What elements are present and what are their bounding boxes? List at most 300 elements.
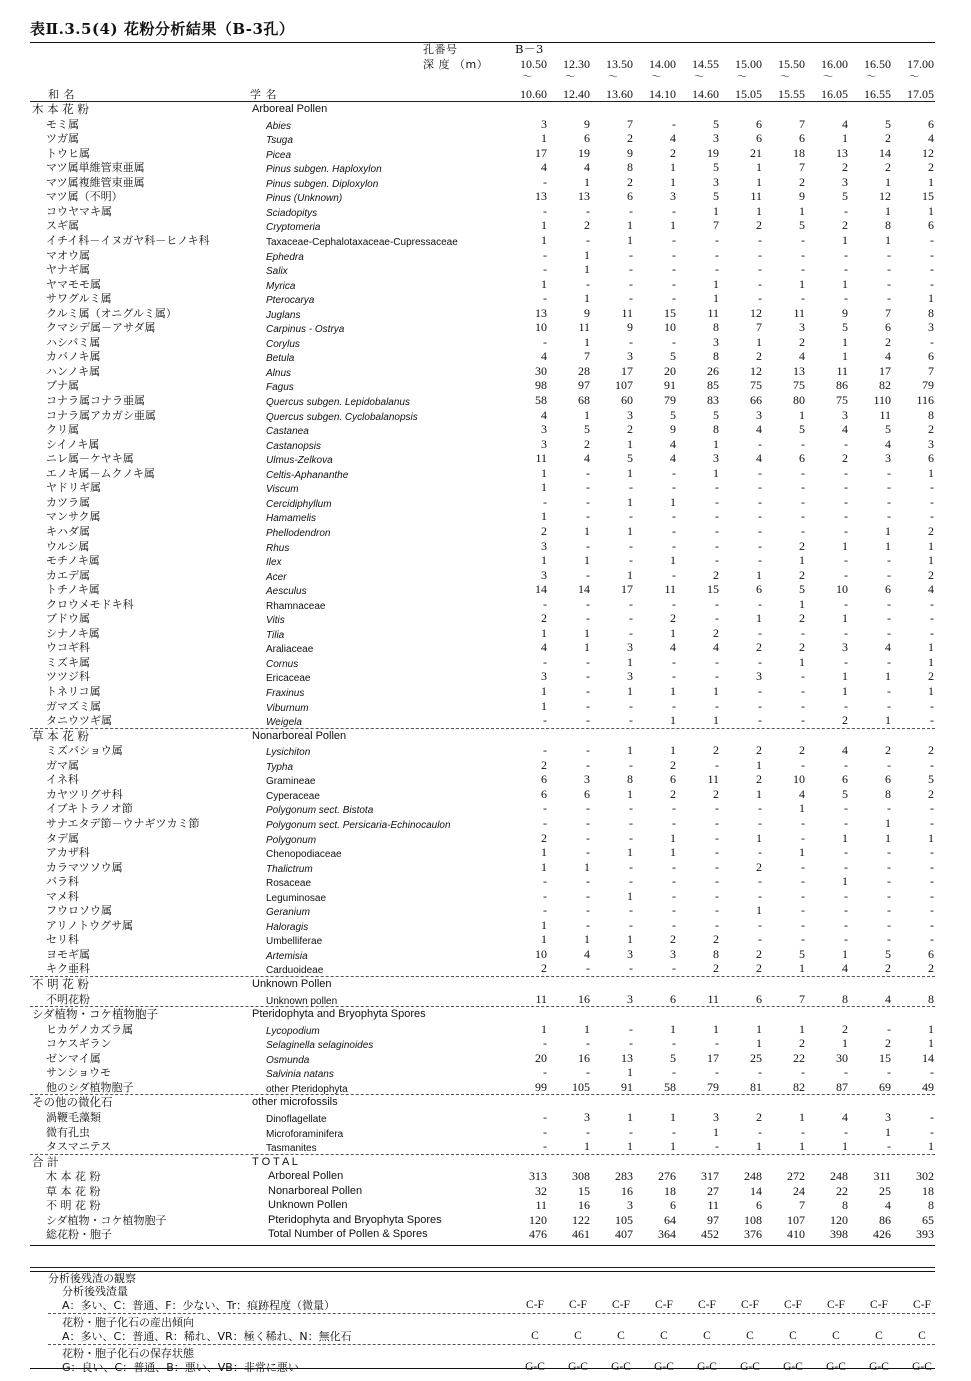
count-cell: 1 bbox=[928, 553, 934, 568]
count-cell: - bbox=[629, 1036, 633, 1051]
count-cell: 20 bbox=[535, 1050, 547, 1065]
count-cell: - bbox=[801, 874, 805, 889]
count-cell: - bbox=[844, 932, 848, 947]
count-cell: 4 bbox=[670, 640, 676, 655]
count-cell: 2 bbox=[713, 786, 719, 801]
total-row-japanese: 木 本 花 粉 bbox=[46, 1170, 101, 1184]
count-cell: - bbox=[758, 553, 762, 568]
depth-top: 14.00 bbox=[649, 57, 676, 71]
count-cell: 1 bbox=[842, 1036, 848, 1051]
count-cell: 1 bbox=[541, 218, 547, 233]
count-cell: 6 bbox=[756, 991, 762, 1006]
count-cell: 1 bbox=[885, 1124, 891, 1139]
count-cell: 3 bbox=[842, 407, 848, 422]
count-cell: - bbox=[887, 845, 891, 860]
count-cell: 2 bbox=[799, 334, 805, 349]
count-cell: - bbox=[543, 713, 547, 728]
count-cell: 8 bbox=[713, 946, 719, 961]
taxon-japanese-name: ウルシ属 bbox=[46, 539, 90, 553]
count-cell: 1 bbox=[799, 203, 805, 218]
count-cell: 5 bbox=[713, 160, 719, 175]
count-cell: 2 bbox=[541, 961, 547, 976]
depth-tilde: 〜 bbox=[823, 72, 833, 83]
count-cell: - bbox=[758, 291, 762, 306]
count-cell: 1 bbox=[541, 465, 547, 480]
count-cell: 1 bbox=[541, 509, 547, 524]
count-cell: 3 bbox=[627, 349, 633, 364]
taxon-japanese-name: ガマ属 bbox=[46, 758, 79, 772]
count-cell: 1 bbox=[885, 713, 891, 728]
count-cell: 3 bbox=[842, 640, 848, 655]
observation-divider bbox=[48, 1344, 935, 1345]
count-cell: 2 bbox=[713, 625, 719, 640]
taxon-scientific-name: other Pteridophyta bbox=[266, 1083, 348, 1095]
observation-value: C bbox=[574, 1330, 582, 1342]
count-cell: 2 bbox=[670, 786, 676, 801]
count-cell: - bbox=[844, 523, 848, 538]
count-cell: 4 bbox=[713, 640, 719, 655]
count-cell: 91 bbox=[621, 1079, 633, 1094]
count-cell: 1 bbox=[885, 830, 891, 845]
count-cell: 12 bbox=[922, 145, 934, 160]
observation-value: G-C bbox=[826, 1361, 846, 1373]
depth-top: 15.50 bbox=[778, 57, 805, 71]
count-cell: 2 bbox=[756, 743, 762, 758]
count-cell: 5 bbox=[799, 218, 805, 233]
count-cell: 4 bbox=[584, 946, 590, 961]
count-cell: - bbox=[629, 291, 633, 306]
count-cell: 4 bbox=[541, 407, 547, 422]
count-cell: 16 bbox=[578, 1050, 590, 1065]
depth-top: 15.00 bbox=[735, 57, 762, 71]
observation-value: C-F bbox=[612, 1299, 630, 1311]
count-cell: - bbox=[543, 1124, 547, 1139]
count-cell: - bbox=[758, 538, 762, 553]
count-cell: - bbox=[715, 523, 719, 538]
count-cell: - bbox=[930, 815, 934, 830]
taxon-japanese-name: 渦鞭毛藻類 bbox=[46, 1110, 101, 1124]
depth-tilde: 〜 bbox=[866, 72, 876, 83]
count-cell: 3 bbox=[627, 991, 633, 1006]
count-cell: 1 bbox=[842, 538, 848, 553]
count-cell: - bbox=[844, 1124, 848, 1139]
total-cell: 25 bbox=[879, 1183, 891, 1198]
count-cell: - bbox=[801, 917, 805, 932]
count-cell: 6 bbox=[670, 772, 676, 787]
count-cell: 7 bbox=[627, 116, 633, 131]
count-cell: - bbox=[715, 232, 719, 247]
total-cell: 393 bbox=[916, 1227, 934, 1242]
count-cell: 1 bbox=[584, 1021, 590, 1036]
count-cell: 1 bbox=[670, 684, 676, 698]
count-cell: 8 bbox=[842, 991, 848, 1006]
count-cell: 1 bbox=[799, 801, 805, 816]
observation-value: C bbox=[832, 1330, 840, 1342]
count-cell: - bbox=[887, 567, 891, 582]
count-cell: - bbox=[930, 494, 934, 509]
count-cell: 11 bbox=[836, 363, 848, 378]
count-cell: 60 bbox=[621, 393, 633, 407]
taxon-japanese-name: マオウ属 bbox=[46, 248, 90, 262]
taxon-scientific-name: Viscum bbox=[266, 484, 299, 496]
taxon-japanese-name: ミズバショウ属 bbox=[46, 744, 123, 758]
count-cell: - bbox=[930, 874, 934, 889]
count-cell: 1 bbox=[842, 131, 848, 146]
depth-top: 13.50 bbox=[606, 57, 633, 71]
count-cell: 7 bbox=[928, 363, 934, 378]
count-cell: 11 bbox=[621, 305, 633, 320]
count-cell: 2 bbox=[928, 567, 934, 582]
count-cell: 1 bbox=[584, 247, 590, 262]
count-cell: - bbox=[887, 1021, 891, 1036]
count-cell: 2 bbox=[670, 611, 676, 626]
taxon-scientific-name: Araliaceae bbox=[266, 644, 314, 656]
total-cell: 283 bbox=[615, 1169, 633, 1184]
count-cell: - bbox=[629, 625, 633, 640]
count-cell: - bbox=[930, 845, 934, 860]
count-cell: - bbox=[801, 494, 805, 509]
count-cell: 66 bbox=[750, 393, 762, 407]
count-cell: - bbox=[758, 698, 762, 713]
taxon-scientific-name: Tilia bbox=[266, 629, 285, 641]
taxon-scientific-name: Pinus (Unknown) bbox=[266, 193, 343, 205]
count-cell: 1 bbox=[756, 1036, 762, 1051]
count-cell: 1 bbox=[627, 523, 633, 538]
total-cell: 97 bbox=[707, 1212, 719, 1227]
count-cell: - bbox=[844, 1065, 848, 1080]
count-cell: - bbox=[844, 698, 848, 713]
total-cell: 120 bbox=[529, 1212, 547, 1227]
taxon-scientific-name: Rosaceae bbox=[266, 878, 312, 890]
count-cell: 1 bbox=[670, 743, 676, 758]
count-cell: 3 bbox=[541, 567, 547, 582]
count-cell: - bbox=[543, 874, 547, 889]
count-cell: 58 bbox=[664, 1079, 676, 1094]
count-cell: 1 bbox=[756, 903, 762, 918]
count-cell: 2 bbox=[627, 131, 633, 146]
count-cell: 1 bbox=[584, 640, 590, 655]
taxon-japanese-name: トネリコ属 bbox=[46, 685, 101, 698]
taxon-scientific-name: Salvinia natans bbox=[266, 1069, 334, 1081]
count-cell: 3 bbox=[627, 669, 633, 684]
taxon-scientific-name: Gramineae bbox=[266, 776, 316, 788]
total-cell: 120 bbox=[830, 1212, 848, 1227]
taxon-japanese-name: ゼンマイ属 bbox=[46, 1051, 101, 1065]
taxon-scientific-name: Sciadopitys bbox=[266, 207, 318, 219]
count-cell: 2 bbox=[670, 932, 676, 947]
count-cell: 4 bbox=[928, 131, 934, 146]
count-cell: 1 bbox=[842, 349, 848, 364]
count-cell: 21 bbox=[750, 145, 762, 160]
taxon-japanese-name: カエデ属 bbox=[46, 568, 90, 582]
count-cell: - bbox=[887, 611, 891, 626]
count-cell: 6 bbox=[541, 772, 547, 787]
count-cell: 105 bbox=[572, 1079, 590, 1094]
taxon-scientific-name: Osmunda bbox=[266, 1054, 310, 1066]
count-cell: - bbox=[887, 698, 891, 713]
count-cell: - bbox=[672, 1065, 676, 1080]
count-cell: - bbox=[844, 859, 848, 874]
count-cell: - bbox=[758, 509, 762, 524]
count-cell: 12 bbox=[750, 363, 762, 378]
count-cell: - bbox=[844, 262, 848, 277]
count-cell: 1 bbox=[799, 961, 805, 976]
count-cell: - bbox=[844, 757, 848, 772]
count-cell: 1 bbox=[842, 276, 848, 291]
count-cell: 4 bbox=[541, 160, 547, 175]
count-cell: 4 bbox=[584, 451, 590, 466]
count-cell: - bbox=[844, 291, 848, 306]
count-cell: - bbox=[672, 538, 676, 553]
taxon-scientific-name: Selaginella selaginoides bbox=[266, 1040, 374, 1052]
count-cell: - bbox=[801, 523, 805, 538]
count-cell: 11 bbox=[535, 991, 547, 1006]
count-cell: 3 bbox=[670, 189, 676, 204]
count-cell: 11 bbox=[535, 451, 547, 466]
taxon-japanese-name: アカザ科 bbox=[46, 846, 90, 860]
count-cell: - bbox=[715, 888, 719, 903]
bottom-rule-second bbox=[30, 1267, 935, 1268]
count-cell: - bbox=[801, 713, 805, 728]
count-cell: - bbox=[672, 276, 676, 291]
taxon-japanese-name: ミズキ属 bbox=[46, 655, 90, 669]
taxon-scientific-name: Fraxinus bbox=[266, 688, 305, 699]
taxon-scientific-name: Rhamnaceae bbox=[266, 600, 326, 612]
count-cell: 14 bbox=[578, 582, 590, 597]
section-heading-scientific: Arboreal Pollen bbox=[252, 103, 328, 115]
count-cell: 1 bbox=[713, 436, 719, 451]
count-cell: 4 bbox=[756, 451, 762, 466]
count-cell: 99 bbox=[535, 1079, 547, 1094]
count-cell: 1 bbox=[627, 232, 633, 247]
depth-tilde: 〜 bbox=[694, 72, 704, 83]
count-cell: 107 bbox=[615, 378, 633, 393]
count-cell: - bbox=[672, 232, 676, 247]
count-cell: - bbox=[930, 276, 934, 291]
count-cell: - bbox=[758, 465, 762, 480]
count-cell: 10 bbox=[535, 320, 547, 335]
count-cell: - bbox=[930, 903, 934, 918]
count-cell: 2 bbox=[885, 961, 891, 976]
depth-tilde: 〜 bbox=[737, 72, 747, 83]
count-cell: 3 bbox=[713, 131, 719, 146]
taxon-scientific-name: Polygonum sect. Bistota bbox=[266, 805, 374, 817]
count-cell: - bbox=[586, 917, 590, 932]
taxon-japanese-name: サンショウモ bbox=[46, 1066, 111, 1080]
total-heading-japanese: 合 計 bbox=[32, 1154, 59, 1169]
count-cell: 6 bbox=[885, 772, 891, 787]
count-cell: 1 bbox=[670, 553, 676, 568]
count-cell: 2 bbox=[842, 451, 848, 466]
count-cell: 1 bbox=[799, 654, 805, 669]
count-cell: 2 bbox=[713, 961, 719, 976]
count-cell: 8 bbox=[713, 320, 719, 335]
count-cell: 2 bbox=[842, 1021, 848, 1036]
taxon-japanese-name: クルミ属（オニグルミ属） bbox=[46, 306, 177, 320]
taxon-japanese-name: 微有孔虫 bbox=[46, 1125, 90, 1139]
count-cell: 75 bbox=[750, 378, 762, 393]
count-cell: 8 bbox=[928, 991, 934, 1006]
total-cell: 8 bbox=[842, 1198, 848, 1213]
count-cell: 1 bbox=[670, 160, 676, 175]
taxon-japanese-name: マンサク属 bbox=[46, 510, 101, 524]
taxon-japanese-name: モチノキ属 bbox=[46, 554, 100, 568]
total-cell: 6 bbox=[670, 1198, 676, 1213]
count-cell: - bbox=[543, 174, 547, 189]
taxon-japanese-name: バラ科 bbox=[46, 875, 79, 889]
observation-value: C bbox=[918, 1330, 926, 1342]
count-cell: - bbox=[844, 845, 848, 860]
count-cell: 4 bbox=[885, 991, 891, 1006]
count-cell: 1 bbox=[842, 946, 848, 961]
count-cell: - bbox=[758, 801, 762, 816]
count-cell: 7 bbox=[885, 305, 891, 320]
total-row-scientific: Total Number of Pollen & Spores bbox=[268, 1228, 428, 1241]
count-cell: 1 bbox=[713, 1124, 719, 1139]
count-cell: 79 bbox=[707, 1079, 719, 1094]
count-cell: - bbox=[586, 509, 590, 524]
count-cell: - bbox=[629, 874, 633, 889]
count-cell: - bbox=[586, 830, 590, 845]
count-cell: 1 bbox=[928, 538, 934, 553]
taxon-japanese-name: マツ属単維管束亜属 bbox=[46, 161, 145, 175]
count-cell: - bbox=[586, 1124, 590, 1139]
depth-label: 深 度 （m） bbox=[423, 58, 489, 71]
count-cell: - bbox=[930, 480, 934, 495]
total-cell: 32 bbox=[535, 1183, 547, 1198]
count-cell: 1 bbox=[842, 874, 848, 889]
count-cell: 2 bbox=[541, 523, 547, 538]
count-cell: - bbox=[930, 334, 934, 349]
count-cell: - bbox=[715, 596, 719, 611]
count-cell: 6 bbox=[584, 131, 590, 146]
count-cell: 1 bbox=[928, 291, 934, 306]
count-cell: - bbox=[543, 1065, 547, 1080]
section-heading-scientific: Nonarboreal Pollen bbox=[252, 729, 347, 742]
observation-value: C-F bbox=[827, 1299, 845, 1311]
count-cell: 1 bbox=[584, 262, 590, 277]
count-cell: - bbox=[543, 203, 547, 218]
count-cell: 1 bbox=[928, 640, 934, 655]
total-cell: 302 bbox=[916, 1169, 934, 1184]
count-cell: 5 bbox=[885, 946, 891, 961]
total-cell: 18 bbox=[664, 1183, 676, 1198]
count-cell: 7 bbox=[584, 349, 590, 364]
count-cell: 2 bbox=[842, 713, 848, 728]
count-cell: 5 bbox=[799, 422, 805, 437]
count-cell: - bbox=[672, 654, 676, 669]
count-cell: 4 bbox=[756, 422, 762, 437]
count-cell: - bbox=[758, 523, 762, 538]
count-cell: 1 bbox=[928, 830, 934, 845]
count-cell: 2 bbox=[756, 1109, 762, 1124]
taxon-japanese-name: ヤドリギ属 bbox=[46, 481, 101, 495]
taxon-japanese-name: タニウツギ属 bbox=[46, 714, 112, 728]
count-cell: 6 bbox=[756, 116, 762, 131]
taxon-japanese-name: ツガ属 bbox=[46, 132, 79, 146]
count-cell: - bbox=[543, 247, 547, 262]
depth-top: 16.50 bbox=[864, 57, 891, 71]
count-cell: 12 bbox=[750, 305, 762, 320]
taxon-japanese-name: ブナ属 bbox=[46, 379, 79, 393]
count-cell: 1 bbox=[670, 218, 676, 233]
observation-value: G-C bbox=[783, 1361, 803, 1373]
count-cell: 19 bbox=[707, 145, 719, 160]
count-cell: 1 bbox=[627, 567, 633, 582]
taxon-scientific-name: Leguminosae bbox=[266, 892, 327, 904]
observation-value: G-C bbox=[654, 1361, 674, 1373]
count-cell: - bbox=[715, 1139, 719, 1154]
count-cell: - bbox=[844, 494, 848, 509]
count-cell: - bbox=[586, 684, 590, 698]
count-cell: - bbox=[629, 801, 633, 816]
count-cell: 15 bbox=[707, 582, 719, 597]
count-cell: 11 bbox=[707, 991, 719, 1006]
taxon-japanese-name: 他のシダ植物胞子 bbox=[46, 1080, 134, 1094]
total-cell: 311 bbox=[873, 1169, 891, 1184]
count-cell: - bbox=[586, 1036, 590, 1051]
count-cell: 8 bbox=[627, 772, 633, 787]
count-cell: - bbox=[801, 757, 805, 772]
total-cell: 27 bbox=[707, 1183, 719, 1198]
count-cell: 3 bbox=[885, 451, 891, 466]
count-cell: - bbox=[801, 262, 805, 277]
observation-value: C-F bbox=[655, 1299, 673, 1311]
count-cell: 1 bbox=[627, 654, 633, 669]
observation-value: C-F bbox=[698, 1299, 716, 1311]
taxon-scientific-name: Carpinus - Ostrya bbox=[266, 324, 345, 336]
observation-value: G-C bbox=[611, 1361, 631, 1373]
count-cell: - bbox=[844, 436, 848, 451]
count-cell: - bbox=[672, 334, 676, 349]
count-cell: 13 bbox=[836, 145, 848, 160]
section-heading-japanese: 不 明 花 粉 bbox=[32, 977, 89, 991]
count-cell: 1 bbox=[541, 553, 547, 568]
total-cell: 8 bbox=[928, 1198, 934, 1213]
count-cell: - bbox=[758, 845, 762, 860]
count-cell: 110 bbox=[873, 393, 891, 407]
count-cell: - bbox=[930, 1124, 934, 1139]
taxon-scientific-name: Viburnum bbox=[266, 702, 309, 714]
taxon-scientific-name: Corylus bbox=[266, 338, 300, 350]
count-cell: 1 bbox=[670, 625, 676, 640]
count-cell: 1 bbox=[541, 131, 547, 146]
count-cell: 28 bbox=[578, 363, 590, 378]
count-cell: - bbox=[887, 247, 891, 262]
total-cell: 410 bbox=[787, 1227, 805, 1242]
count-cell: 1 bbox=[885, 538, 891, 553]
total-row-japanese: 不 明 花 粉 bbox=[46, 1199, 101, 1213]
count-cell: - bbox=[586, 203, 590, 218]
count-cell: - bbox=[672, 523, 676, 538]
taxon-scientific-name: Unknown pollen bbox=[266, 995, 338, 1007]
count-cell: 1 bbox=[584, 334, 590, 349]
count-cell: 58 bbox=[535, 393, 547, 407]
count-cell: 1 bbox=[842, 1139, 848, 1154]
count-cell: - bbox=[758, 625, 762, 640]
depth-top: 17.00 bbox=[907, 57, 934, 71]
column-header-scientific-name: 学 名 bbox=[250, 88, 277, 101]
taxon-japanese-name: ガマズミ属 bbox=[46, 699, 101, 713]
taxon-scientific-name: Alnus bbox=[266, 367, 292, 379]
taxon-scientific-name: Cercidiphyllum bbox=[266, 498, 332, 510]
total-cell: 376 bbox=[744, 1227, 762, 1242]
count-cell: - bbox=[672, 874, 676, 889]
count-cell: 5 bbox=[799, 946, 805, 961]
count-cell: - bbox=[887, 494, 891, 509]
count-cell: 11 bbox=[707, 772, 719, 787]
count-cell: 98 bbox=[535, 378, 547, 393]
